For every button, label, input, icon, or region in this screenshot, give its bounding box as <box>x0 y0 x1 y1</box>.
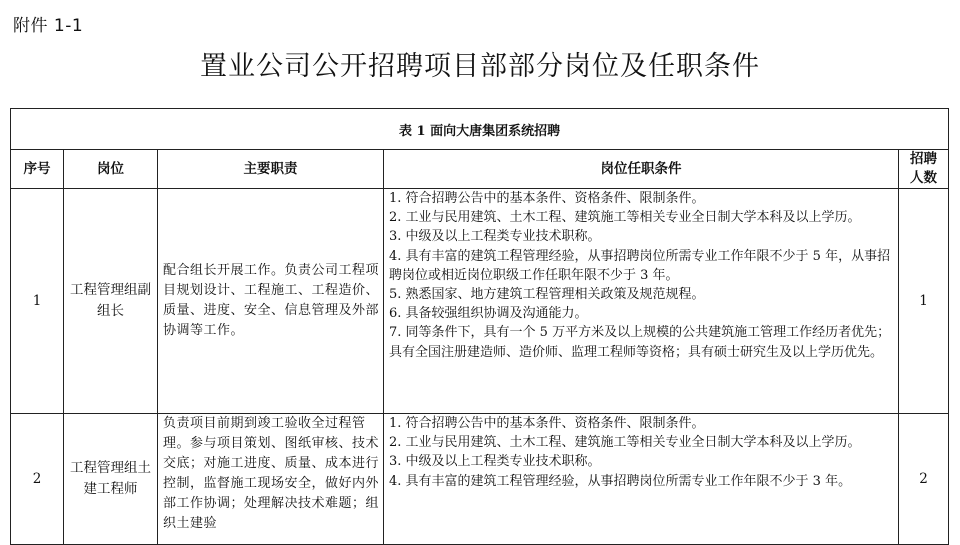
requirement-item: 4. 具有丰富的建筑工程管理经验，从事招聘岗位所需专业工作年限不少于 3 年。 <box>389 473 852 489</box>
requirement-item: 2. 工业与民用建筑、土木工程、建筑施工等相关专业全日制大学本科及以上学历。 <box>389 435 861 451</box>
requirement-item: 3. 中级及以上工程类专业技术职称。 <box>389 229 601 245</box>
header-seq: 序号 <box>11 150 64 189</box>
table-caption: 表 1 面向大唐集团系统招聘 <box>11 109 949 150</box>
requirement-item: 2. 工业与民用建筑、土木工程、建筑施工等相关专业全日制大学本科及以上学历。 <box>389 210 861 226</box>
row-seq: 1 <box>11 189 64 414</box>
attachment-label: 附件 1-1 <box>13 16 84 36</box>
row-requirements <box>384 189 899 414</box>
requirement-item: 4. 具有丰富的建筑工程管理经验，从事招聘岗位所需专业工作年限不少于 5 年，从事招聘岗位或相近岗位职级工作任职年限不少于 3 年。 <box>389 248 891 283</box>
row-duties: 负责项目前期到竣工验收全过程管理。参与项目策划、图纸审核、技术交底；对施工进度、质量、成本进行控制，监督施工现场安全，做好内外部工作协调；处理解决技术难题；组织土建验 <box>158 414 384 545</box>
row-count: 1 <box>899 189 949 414</box>
page-title: 置业公司公开招聘项目部部分岗位及任职条件 <box>200 51 760 82</box>
requirement-item: 5. 熟悉国家、地方建筑工程管理相关政策及规范规程。 <box>389 287 705 303</box>
requirement-item: 1. 符合招聘公告中的基本条件、资格条件、限制条件。 <box>389 416 705 431</box>
header-duties: 主要职责 <box>158 150 384 189</box>
row-duties: 配合组长开展工作。负责公司工程项目规划设计、工程施工、工程造价、质量、进度、安全、信息管理及外部协调等工作。 <box>158 189 384 414</box>
row-requirements <box>384 414 899 545</box>
header-count <box>899 150 949 189</box>
recruitment-table <box>10 108 949 545</box>
row-position: 工程管理组副组长 <box>64 189 158 414</box>
row-count: 2 <box>899 414 949 545</box>
row-position: 工程管理组土建工程师 <box>64 414 158 545</box>
table-row <box>11 189 949 414</box>
requirement-item: 6. 具备较强组织协调及沟通能力。 <box>389 306 588 322</box>
row-seq: 2 <box>11 414 64 545</box>
requirement-item: 1. 符合招聘公告中的基本条件、资格条件、限制条件。 <box>389 191 705 206</box>
requirement-item: 7. 同等条件下，具有一个 5 万平方米及以上规模的公共建筑施工管理工作经历者优先；具有全国注册建造师、造价师、监理工程师等资格；具有硕士研究生及以上学历优先。 <box>389 325 891 360</box>
table-header-row <box>11 150 949 189</box>
header-position: 岗位 <box>64 150 158 189</box>
requirement-item: 3. 中级及以上工程类专业技术职称。 <box>389 454 601 470</box>
table-row <box>11 414 949 545</box>
header-count-line2: 人数 <box>910 170 938 186</box>
header-count-line1: 招聘 <box>910 151 938 167</box>
header-requirements: 岗位任职条件 <box>384 150 899 189</box>
